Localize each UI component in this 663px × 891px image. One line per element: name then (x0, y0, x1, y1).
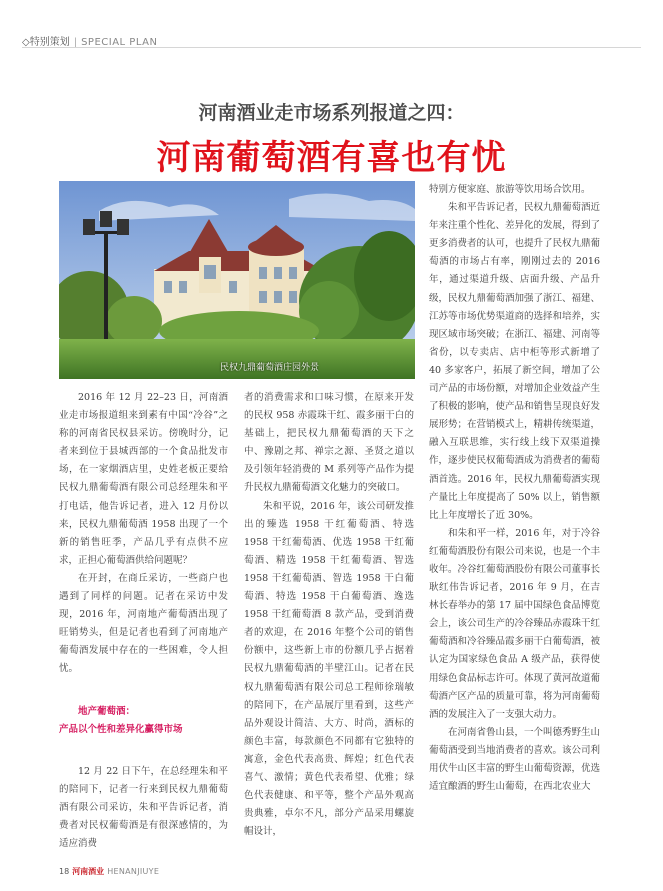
page-number: 18 (59, 867, 70, 876)
magazine-name-en: HENANJIUYE (107, 867, 160, 876)
column-1 (59, 389, 228, 853)
page-footer (59, 866, 159, 877)
paragraph: 和朱和平一样，2016 年，对于冷谷红葡萄酒股份有限公司来说，也是一个丰收年。冷谷红葡萄酒股份有限公司董事长耿红伟告诉记者，2016 年 9 月，在吉林长春举办的第 17 届中国绿色食品博览会上，该公司生产的冷谷臻品赤霞珠干红葡萄酒和冷谷臻品霞多丽干白葡萄酒，被认定为国家绿色食品 A 级产品，获得使用绿色食品标志许可。体现了黄河故道葡萄酒产区产品的质量可靠，将为河南葡萄酒的发展注入了一支强大动力。 (429, 527, 601, 720)
section-name-cn: 特别策划 (29, 37, 70, 48)
article-subtitle: 河南酒业走市场系列报道之四： (198, 102, 465, 124)
section-header (22, 33, 157, 48)
magazine-name: 河南酒业 (72, 867, 105, 876)
header-rule (22, 47, 641, 48)
column-3 (429, 181, 600, 796)
section-heading (59, 703, 228, 739)
section-name-en: SPECIAL PLAN (81, 37, 158, 48)
paragraph: 12 月 22 日下午，在总经理朱和平的陪同下，记者一行来到民权九鼎葡萄酒有限公司采访，朱和平告诉记者，消费者对民权葡萄酒是有很深感情的，为适应消费 (59, 765, 228, 849)
diamond-icon: ◇ (22, 37, 30, 48)
section-heading-line1: 地产葡萄酒： (78, 705, 136, 717)
section-heading-line2: 产品以个性和差异化赢得市场 (59, 723, 183, 735)
paragraph: 者的消费需求和口味习惯，在原来开发的民权 958 赤霞珠干红、霞多丽干白的基础上，把民权九鼎葡萄酒的天下之中、豫剧之邦、禅宗之源、圣贤之道以及引领年轻消费的 M 系列等产品作为提升民权九鼎葡萄酒文化魅力的突破口。 (244, 392, 414, 494)
paragraph: 朱和平说，2016 年，该公司研发推出的臻选 1958 干红葡萄酒、特选 1958 干红葡萄酒、优选 1958 干红葡萄酒、精选 1958 干红葡萄酒、智选 1958 干红葡萄酒、智选 1958 干白葡萄酒、特选 1958 干白葡萄酒、逸选 1958 干红葡萄酒 8 款产品，受到消费者的欢迎，在 2016 年整个公司的销售份额中，这些新上市的份额几乎占据着民权九鼎葡萄酒的半壁江山。记者在民权九鼎葡萄酒有限公司总工程师徐瑞敏的陪同下，在产品展厅里看到，这些产品外观设计简洁、大方、时尚，酒标的颜色丰富，每款颜色不同都有它独特的寓意，金色代表高贵、辉煌；红色代表喜气、激情；黄色代表希望、优雅；绿色代表健康、和平等，整个产品外观高贵典雅，卓尔不凡，部分产品采用螺旋帽设计， (244, 500, 414, 838)
paragraph: 特别方便家庭、旅游等饮用场合饮用。 (429, 184, 591, 195)
paragraph: 2016 年 12 月 22–23 日，河南酒业走市场报道组来到素有中国“冷谷”之称的河南省民权县采访。傍晚时分，记者来到位于县城西部的一个食品批发市场，在一家烟酒店里，史姓老板正要给民权九鼎葡萄酒有限公司总经理朱和平打电话，他告诉记者，进入 12 月份以来，民权九鼎葡萄酒 1958 出现了一个新的销售旺季，产品几乎有点供不应求，正担心葡萄酒供给问题呢？ (59, 392, 228, 566)
header-divider: | (73, 37, 78, 48)
paragraph: 朱和平告诉记者，民权九鼎葡萄酒近年来注重个性化、差异化的发展，得到了更多消费者的认可，也提升了民权九鼎葡萄酒的市场占有率，刚刚过去的 2016 年，通过渠道升级、店面升级、产品升级，民权九鼎葡萄酒加强了浙江、福建、江苏等市场优势渠道商的选择和培养，实现区域市场突破；在浙江、福建、河南等省份，以专卖店、店中柜等形式新增了 40 多家客户，拓展了新空间，增加了公司产品的市场份额，对增加企业效益产生了积极的影响，使产品和销售呈现良好发展形势；在营销模式上，精耕传统渠道，融入互联思维，实行线上线下双渠道操作，逐步使民权葡萄酒成为消费者的葡萄酒首选。2016 年，民权九鼎葡萄酒实现产量比上年度提高了 50% 以上，销售额比上年度增长了近 30%。 (429, 202, 601, 521)
paragraph: 在河南省鲁山县，一个叫德秀野生山葡萄酒受到当地消费者的喜欢。该公司利用伏牛山区丰富的野生山葡萄资源，优选适宜酿酒的野生山葡萄，在西北农业大 (429, 726, 601, 793)
winery-photo (59, 181, 415, 379)
article-title: 河南葡萄酒有喜也有忧 (156, 138, 507, 178)
photo-caption: 民权九鼎葡萄酒庄园外景 (220, 363, 320, 373)
column-2 (244, 389, 414, 841)
paragraph: 在开封，在商丘采访，一些商户也遇到了同样的问题。记者在采访中发现，2016 年，河南地产葡萄酒出现了旺销势头，但是记者也看到了河南地产葡萄酒发展中存在的一些困难，令人担忧。 (59, 572, 228, 675)
